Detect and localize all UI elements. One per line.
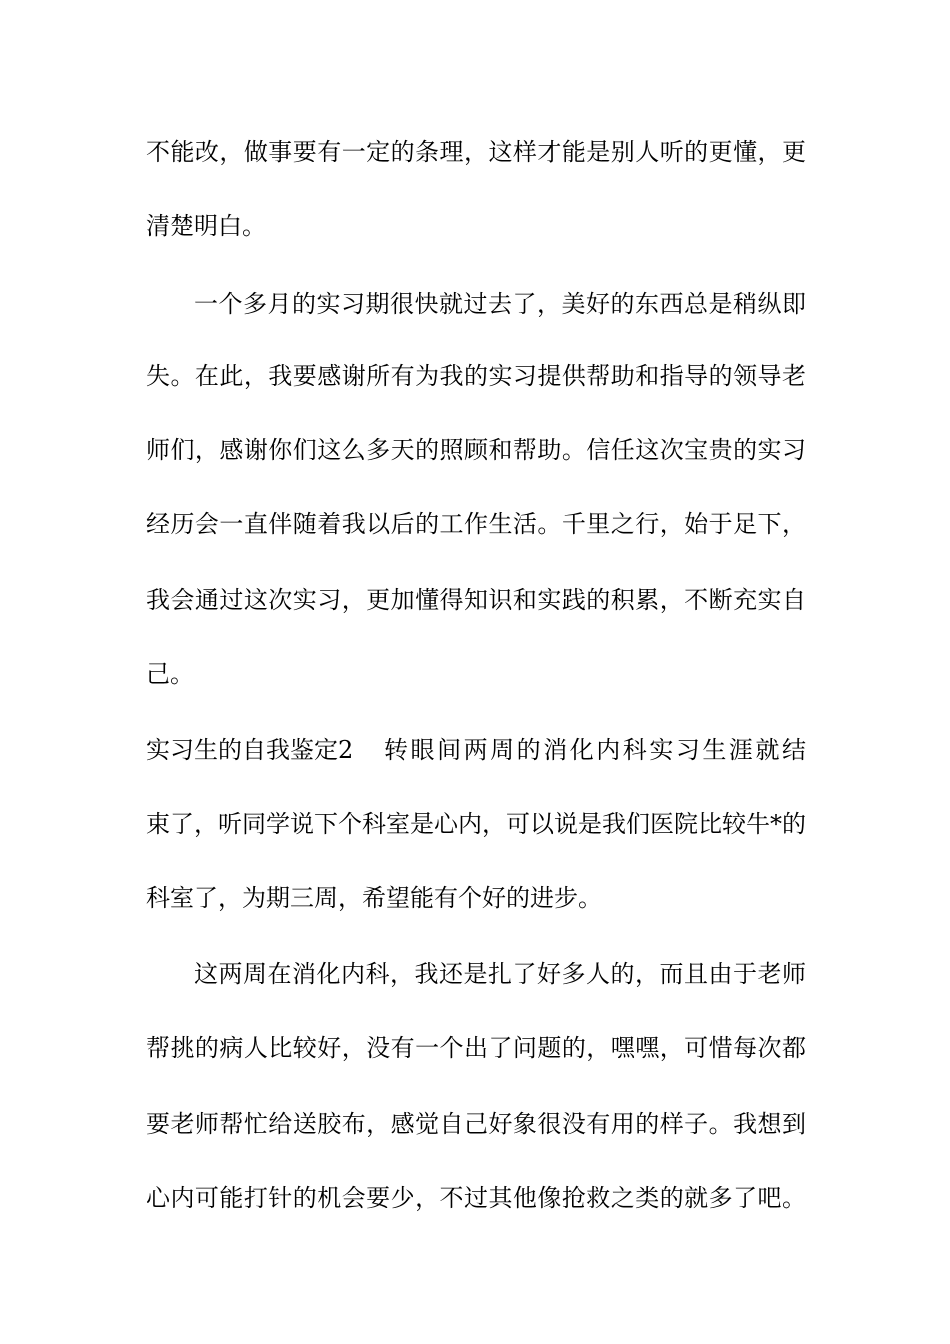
section-heading-line — [146, 732, 806, 768]
paragraph-line: 清楚明白。 — [146, 212, 266, 240]
paragraph-line: 科室了，为期三周，希望能有个好的进步。 — [146, 884, 602, 912]
paragraph-text: 转眼间两周的消化内科实习生涯就结 — [384, 736, 806, 764]
section-heading: 实习生的自我鉴定2 — [146, 736, 354, 764]
paragraph-line: 我会通过这次实习，更加懂得知识和实践的积累，不断充实自 — [146, 586, 806, 614]
paragraph-line: 经历会一直伴随着我以后的工作生活。千里之行，始于足下， — [146, 510, 806, 538]
paragraph-line: 师们，感谢你们这么多天的照顾和帮助。信任这次宝贵的实习 — [146, 436, 806, 464]
paragraph-line: 心内可能打针的机会要少，不过其他像抢救之类的就多了吧。 — [146, 1184, 806, 1212]
paragraph-line: 束了，听同学说下个科室是心内，可以说是我们医院比较牛*的 — [146, 810, 806, 838]
paragraph-line: 这两周在消化内科，我还是扎了好多人的，而且由于老师 — [194, 960, 806, 988]
paragraph-line: 帮挑的病人比较好，没有一个出了问题的，嘿嘿，可惜每次都 — [146, 1034, 806, 1062]
paragraph-line: 一个多月的实习期很快就过去了，美好的东西总是稍纵即 — [194, 290, 806, 318]
paragraph-line: 要老师帮忙给送胶布，感觉自己好象很没有用的样子。我想到 — [146, 1110, 806, 1138]
paragraph-line: 失。在此，我要感谢所有为我的实习提供帮助和指导的领导老 — [146, 362, 806, 390]
paragraph-line: 己。 — [146, 660, 194, 688]
paragraph-line: 不能改，做事要有一定的条理，这样才能是别人听的更懂，更 — [146, 138, 806, 166]
